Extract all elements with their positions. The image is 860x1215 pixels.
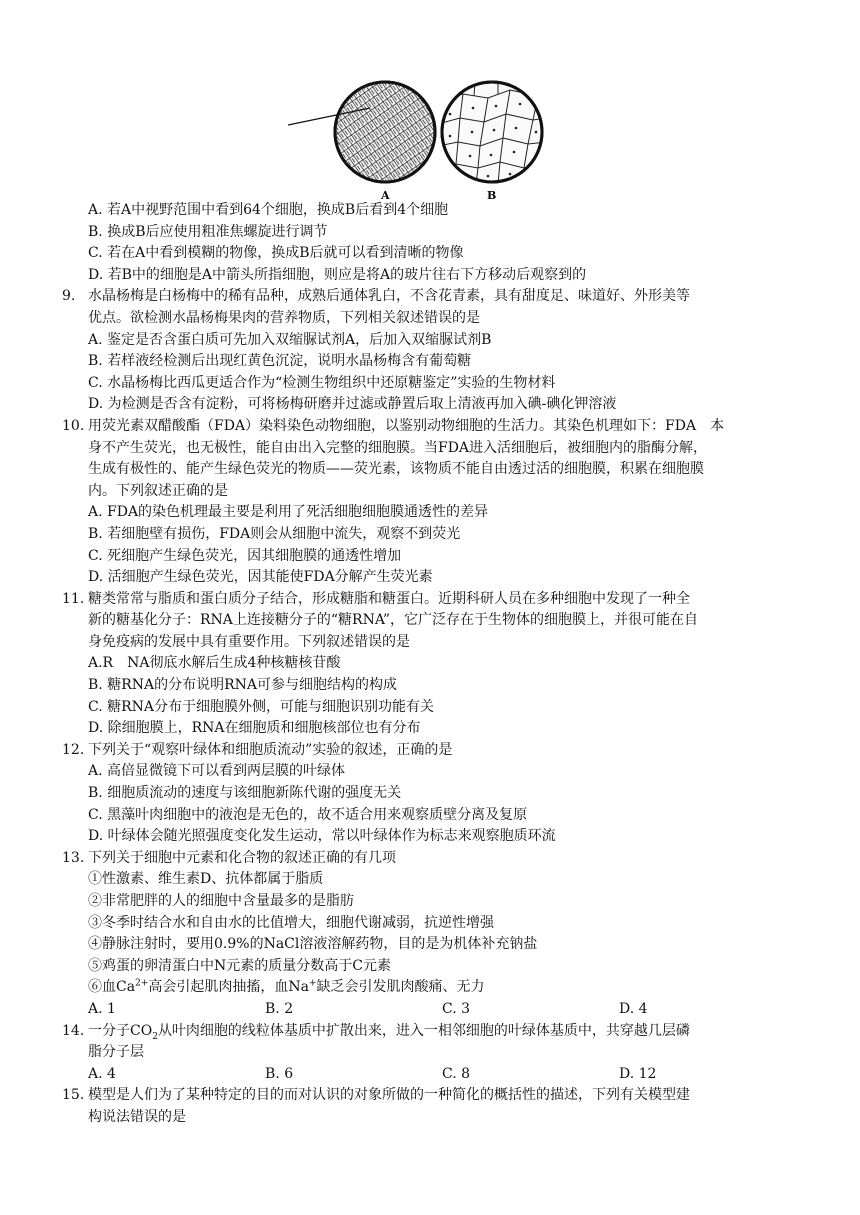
q11-option-d: D. 除细胞膜上，RNA在细胞质和细胞核部位也有分布 bbox=[88, 720, 421, 737]
q14-number: 14. bbox=[62, 1022, 85, 1039]
q13-choice-d: D. 4 bbox=[619, 1000, 648, 1017]
q9-option-d: D. 为检测是否含有淀粉，可将杨梅研磨并过滤或静置后取上清液再加入碘-碘化钾溶液 bbox=[88, 396, 617, 413]
q10-option-c: C. 死细胞产生绿色荧光，因其细胞膜的通透性增加 bbox=[88, 547, 402, 564]
q10-stem-line-4: 内。下列叙述正确的是 bbox=[88, 482, 228, 499]
q14-choice-c: C. 8 bbox=[442, 1065, 471, 1082]
q8-option-d: D. 若B中的细胞是A中箭头所指细胞，则应是将A的玻片往右下方移动后观察到的 bbox=[88, 266, 587, 283]
q13-item-5: ⑤鸡蛋的卵清蛋白中N元素的质量分数高于C元素 bbox=[88, 957, 391, 974]
q13-item-1: ①性激素、维生素D、抗体都属于脂质 bbox=[88, 871, 324, 888]
q12-stem-line-1: 12. 下列关于“观察叶绿体和细胞质流动”实验的叙述，正确的是 bbox=[62, 740, 802, 762]
q10-stem-line-2: 身不产生荧光，也无极性，能自由出入完整的细胞膜。当FDA进入活细胞后，被细胞内的脂酶分解， bbox=[88, 439, 708, 456]
q8-option-b: B. 换成B后应使用粗准焦螺旋进行调节 bbox=[88, 223, 328, 240]
q14-choice-d: D. 12 bbox=[619, 1065, 657, 1082]
q11-stem-line-1: 11. 糖类常常与脂质和蛋白质分子结合，形成糖脂和糖蛋白。近期科研人员在多种细胞中发现了一种全 bbox=[62, 589, 802, 611]
q14-stem-line-1: 14. 一分子$CO_2$从叶肉细胞的线粒体基质中扩散出来，进入一相邻细胞的叶绿体基质中，共穿越几层磷 bbox=[62, 1022, 690, 1042]
q13-choice-a: A. 1 bbox=[88, 1000, 116, 1017]
q15-number: 15. bbox=[62, 1087, 85, 1104]
q11-stem-line-2: 新的糖基化分子：RNA上连接糖分子的“糖RNA”，它广泛存在于生物体的细胞膜上，并很可能在自 bbox=[88, 612, 699, 629]
q13-choices bbox=[62, 999, 802, 1021]
q12-option-c: C. 黑藻叶肉细胞中的液泡是无色的，故不适合用来观察质壁分离及复原 bbox=[88, 806, 528, 823]
q14-choice-a: A. 4 bbox=[88, 1065, 116, 1082]
field-of-view-a bbox=[335, 82, 435, 182]
q13-item-6: ⑥血$Ca^{2+}$高会引起肌肉抽搐，血Na+缺乏会引发肌肉酸痛、无力 bbox=[88, 978, 485, 996]
q13-item-3: ③冬季时结合水和自由水的比值增大，细胞代谢减弱，抗逆性增强 bbox=[88, 914, 494, 931]
q9-option-c: C. 水晶杨梅比西瓜更适合作为“检测生物组织中还原糖鉴定”实验的生物材料 bbox=[88, 374, 556, 391]
q14-stem-line-2: 脂分子层 bbox=[88, 1044, 144, 1061]
q12-number: 12. bbox=[62, 741, 85, 758]
q11-option-c: C. 糖RNA分布于细胞膜外侧，可能与细胞识别功能有关 bbox=[88, 698, 435, 715]
q10-option-b: B. 若细胞壁有损伤，FDA则会从细胞中流失，观察不到荧光 bbox=[88, 525, 461, 542]
microscope-figure bbox=[288, 80, 548, 205]
q9-stem-line-1: 9. 水晶杨梅是白杨梅中的稀有品种，成熟后通体乳白，不含花青素，具有甜度足、味道好、外形美等 bbox=[62, 286, 802, 308]
q8-option-a: A. 若A中视野范围中看到64个细胞，换成B后看到4个细胞 bbox=[88, 202, 449, 218]
q11-stem-line-3: 身免疫病的发展中具有重要作用。下列叙述错误的是 bbox=[88, 633, 410, 650]
q15-stem-line-2: 构说法错误的是 bbox=[88, 1108, 186, 1125]
q15-stem-line-1: 15. 模型是人们为了某种特定的目的而对认识的对象所做的一种简化的概括性的描述，下列有关模型建 bbox=[62, 1085, 802, 1107]
q11-option-a: A.R NA彻底水解后生成4种核糖核苷酸 bbox=[88, 655, 341, 672]
q10-stem-line-1: 10. 用荧光素双醋酸酯（FDA）染料染色动物细胞，以鉴别动物细胞的生活力。其染色机理如下：FDA 本 bbox=[62, 416, 802, 438]
q9-option-a: A. 鉴定是否含蛋白质可先加入双缩脲试剂A，后加入双缩脲试剂B bbox=[88, 331, 492, 348]
q13-choice-b: B. 2 bbox=[265, 1000, 294, 1017]
q10-stem-line-3: 生成有极性的、能产生绿色荧光的物质——荧光素，该物质不能自由透过活的细胞膜，积累在细胞膜 bbox=[88, 461, 704, 478]
q9-option-b: B. 若样液经检测后出现红黄色沉淀，说明水晶杨梅含有葡萄糖 bbox=[88, 353, 472, 370]
q11-option-b: B. 糖RNA的分布说明RNA可参与细胞结构的构成 bbox=[88, 677, 397, 694]
q10-option-a: A. FDA的染色机理最主要是利用了死活细胞细胞膜通透性的差异 bbox=[88, 504, 489, 521]
q13-number: 13. bbox=[62, 849, 85, 866]
question-content bbox=[62, 200, 802, 1129]
q8-option-c: C. 若在A中看到模糊的物像，换成B后就可以看到清晰的物像 bbox=[88, 245, 464, 262]
q12-option-d: D. 叶绿体会随光照强度变化发生运动，常以叶绿体作为标志来观察胞质环流 bbox=[88, 828, 556, 845]
field-of-view-b bbox=[438, 82, 546, 184]
q12-option-a: A. 高倍显微镜下可以看到两层膜的叶绿体 bbox=[88, 763, 346, 780]
q10-option-d: D. 活细胞产生绿色荧光，因其能使FDA分解产生荧光素 bbox=[88, 569, 433, 586]
q9-number: 9. bbox=[62, 288, 76, 305]
q13-item-2: ②非常肥胖的人的细胞中含量最多的是脂肪 bbox=[88, 893, 354, 909]
q10-number: 10. bbox=[62, 417, 85, 434]
label-a: A bbox=[381, 189, 390, 202]
q11-number: 11. bbox=[62, 590, 85, 607]
q12-option-b: B. 细胞质流动的速度与该细胞新陈代谢的强度无关 bbox=[88, 785, 402, 802]
q14-choices bbox=[62, 1064, 802, 1086]
q14-choice-b: B. 6 bbox=[265, 1065, 294, 1082]
q13-choice-c: C. 3 bbox=[442, 1000, 471, 1017]
q13-stem-line-1: 13. 下列关于细胞中元素和化合物的叙述正确的有几项 bbox=[62, 848, 802, 870]
label-b: B bbox=[487, 189, 497, 202]
q9-stem-line-2: 优点。欲检测水晶杨梅果肉的营养物质，下列相关叙述错误的是 bbox=[88, 309, 480, 326]
q13-item-4: ④静脉注射时，要用0.9%的NaCl溶液溶解药物，目的是为机体补充钠盐 bbox=[88, 936, 538, 953]
